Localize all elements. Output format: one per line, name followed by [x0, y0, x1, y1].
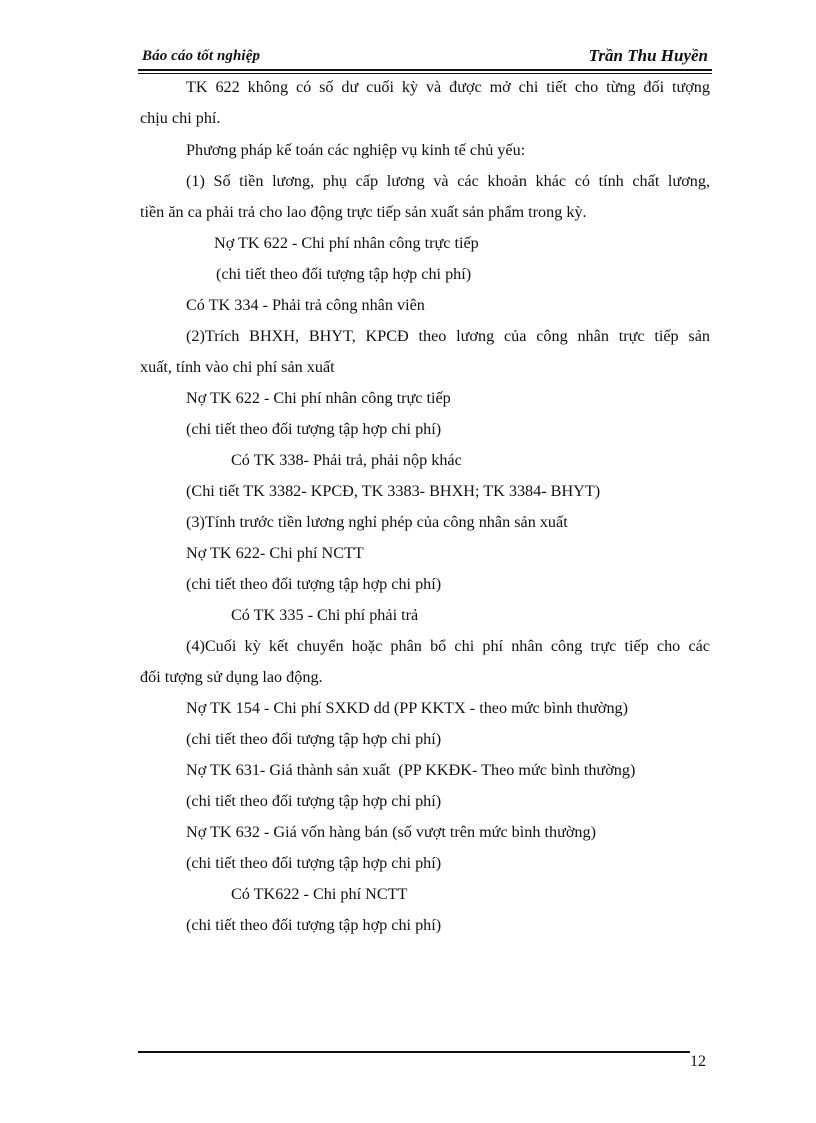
- entry-detail-line: (chi tiết theo đối tượng tập hợp chi phí): [186, 854, 442, 872]
- paragraph-line: (2)Trích BHXH, BHYT, KPCĐ theo lương của công nhân trực tiếp sản: [186, 327, 710, 345]
- entry-detail-line: (chi tiết theo đối tượng tập hợp chi phí): [216, 265, 472, 283]
- paragraph-line: chịu chi phí.: [140, 109, 221, 127]
- paragraph-line: (4)Cuối kỳ kết chuyển hoặc phân bổ chi phí nhân công trực tiếp cho các: [186, 637, 710, 655]
- entry-debit-line: Nợ TK 154 - Chi phí SXKD dd (PP KKTX - theo mức bình thường): [186, 699, 629, 717]
- entry-debit-line: Nợ TK 622 - Chi phí nhân công trực tiếp: [214, 234, 479, 252]
- paragraph-line: tiền ăn ca phải trả cho lao động trực tiếp sản xuất sản phẩm trong kỳ.: [140, 203, 587, 221]
- paragraph-line: Phương pháp kế toán các nghiệp vụ kinh tế chủ yếu:: [186, 141, 526, 159]
- paragraph-line: xuất, tính vào chi phí sản xuất: [140, 358, 335, 376]
- entry-detail-line: (chi tiết theo đối tượng tập hợp chi phí): [186, 575, 442, 593]
- entry-debit-line: Nợ TK 631- Giá thành sản xuất (PP KKĐK- Theo mức bình thường): [186, 761, 636, 779]
- entry-debit-line: Nợ TK 632 - Giá vốn hàng bán (số vượt trên mức bình thường): [186, 823, 597, 841]
- header-report-title: Báo cáo tốt nghiệp: [142, 48, 261, 64]
- header-author-name: Trần Thu Huyền: [588, 46, 708, 65]
- entry-debit-line: Nợ TK 622- Chi phí NCTT: [186, 544, 364, 562]
- entry-detail-line: (chi tiết theo đối tượng tập hợp chi phí): [186, 420, 442, 438]
- entry-debit-line: Nợ TK 622 - Chi phí nhân công trực tiếp: [186, 389, 451, 407]
- paragraph-line: TK 622 không có số dư cuối kỳ và được mở chi tiết cho từng đối tượng: [186, 78, 710, 96]
- header-rule: [138, 69, 712, 71]
- page-header: [140, 46, 710, 68]
- entry-credit-line: Có TK 338- Phải trả, phải nộp khác: [231, 451, 462, 469]
- paragraph-line: (1) Số tiền lương, phụ cấp lương và các khoản khác có tính chất lương,: [186, 172, 710, 190]
- entry-detail-line: (chi tiết theo đối tượng tập hợp chi phí): [186, 730, 442, 748]
- entry-detail-line: (chi tiết theo đối tượng tập hợp chi phí): [186, 792, 442, 810]
- paragraph-line: (3)Tính trước tiền lương nghỉ phép của công nhân sản xuất: [186, 513, 568, 531]
- entry-credit-line: Có TK 335 - Chi phí phải trả: [231, 606, 419, 624]
- header-rule-thin: [138, 73, 712, 74]
- entry-detail-line: (Chi tiết TK 3382- KPCĐ, TK 3383- BHXH; TK 3384- BHYT): [186, 482, 601, 500]
- footer-rule: [138, 1051, 690, 1053]
- entry-credit-line: Có TK 334 - Phải trả công nhân viên: [186, 296, 425, 314]
- entry-credit-line: Có TK622 - Chi phí NCTT: [231, 885, 408, 903]
- entry-detail-line: (chi tiết theo đối tượng tập hợp chi phí): [186, 916, 442, 934]
- page-number: 12: [690, 1053, 706, 1070]
- paragraph-line: đối tượng sử dụng lao động.: [140, 668, 323, 686]
